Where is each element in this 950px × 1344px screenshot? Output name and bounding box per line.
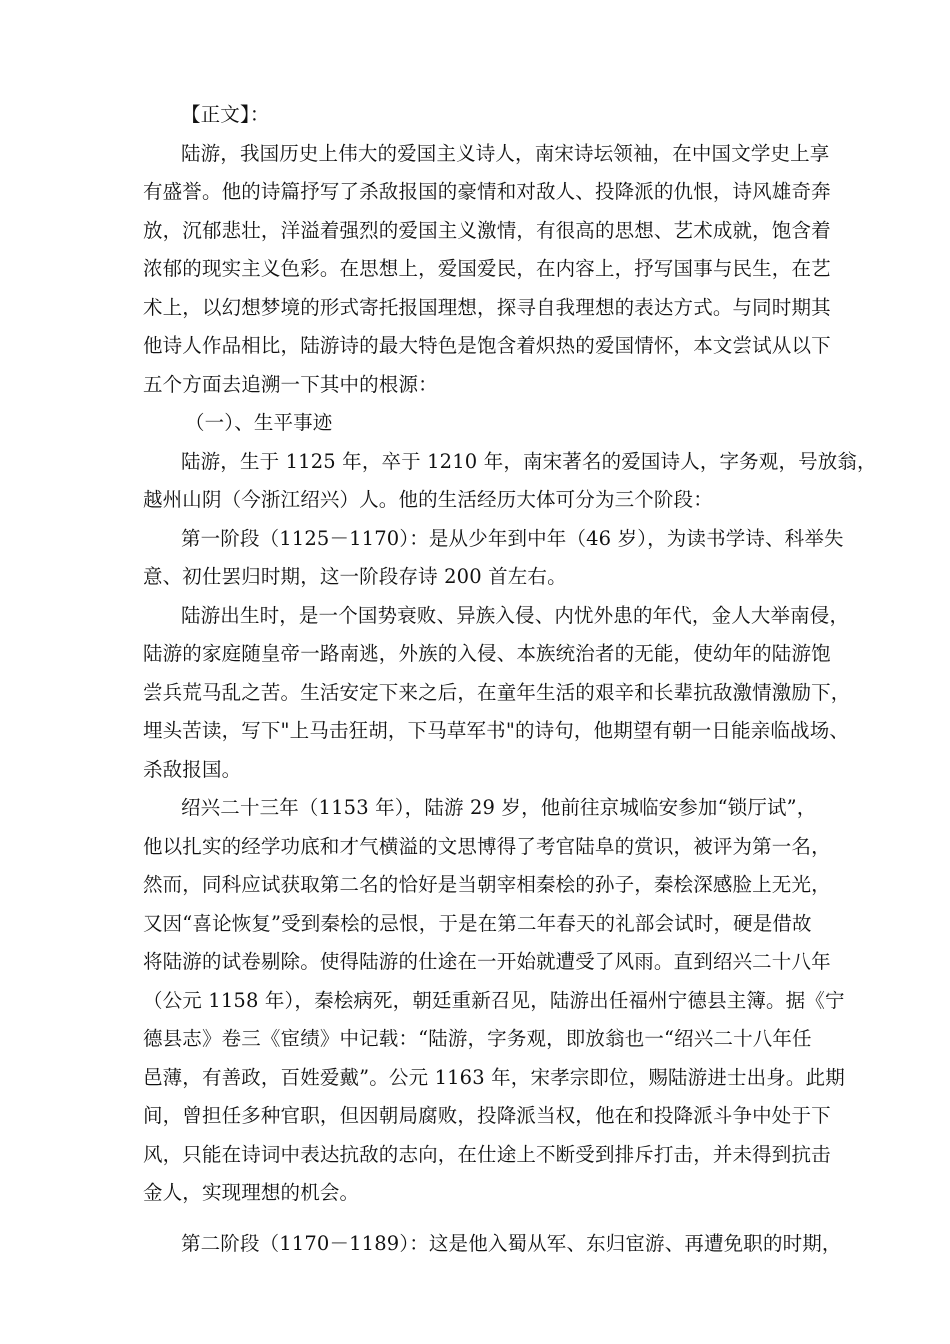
paragraph [143, 520, 844, 597]
paragraph-gap [143, 1213, 815, 1225]
text-line: 将陆游的试卷剔除。使得陆游的仕途在一开始就遭受了风雨。直到绍兴二十八年 [143, 950, 831, 973]
text-line: 杀敌报国。 [143, 757, 242, 781]
text-line: 他诗人作品相比，陆游诗的最大特色是饱含着炽热的爱国情怀，本文尝试从以下 [143, 334, 831, 357]
text-line: 埋头苦读，写下"上马击狂胡，下马草军书"的诗句，他期望有朝一日能亲临战场、 [143, 719, 849, 742]
text-line: 德县志》卷三《宦绩》中记载：“陆游，字务观，即放翁也一“绍兴二十八年任 [143, 1027, 812, 1050]
text-line: 陆游的家庭随皇帝一路南逃，外族的入侵、本族统治者的无能，使幼年的陆游饱 [143, 642, 831, 665]
text-line: 又因“喜论恢复”受到秦桧的忌恨，于是在第二年春天的礼部会试时，硬是借故 [143, 911, 812, 935]
text-line: 术上，以幻想梦境的形式寄托报国理想，探寻自我理想的表达方式。与同时期其 [143, 295, 831, 319]
text-line: 越州山阴（今浙江绍兴）人。他的生活经历大体可分为三个阶段： [143, 488, 713, 511]
text-line: （公元 1158 年），秦桧病死，朝廷重新召见，陆游出任福州宁德县主簿。据《宁 [143, 988, 845, 1012]
text-line: 浓郁的现实主义色彩。在思想上，爱国爱民，在内容上，抒写国事与民生，在艺 [143, 257, 831, 280]
text-line: 然而，同科应试获取第二名的恰好是当朝宰相秦桧的孙子，秦桧深感脸上无光， [143, 873, 831, 896]
paragraph-container [143, 135, 877, 1264]
text-line: 间，曾担任多种官职，但因朝局腐败，投降派当权，他在和投降派斗争中处于下 [143, 1104, 831, 1127]
paragraph [143, 443, 877, 520]
text-line: 他以扎实的经学功底和才气横溢的文思博得了考官陆阜的赏识，被评为第一名， [143, 834, 831, 858]
text-line: 邑薄，有善政，百姓爱戴”。公元 1163 年，宋孝宗即位，赐陆游进士出身。此期 [143, 1065, 845, 1089]
paragraph [143, 597, 851, 790]
text-line: 第二阶段（1170－1189）：这是他入蜀从军、东归宦游、再遭免职的时期， [181, 1231, 842, 1255]
paragraph [143, 135, 831, 405]
text-line: 陆游，我国历史上伟大的爱国主义诗人，南宋诗坛领袖，在中国文学史上享 [181, 141, 830, 165]
text-line: 放，沉郁悲壮，洋溢着强烈的爱国主义激情，有很高的思想、艺术成就，饱含着 [143, 218, 831, 242]
text-line: （一）、生平事迹 [185, 411, 333, 434]
text-line: 尝兵荒马乱之苦。生活安定下来之后，在童年生活的艰辛和长辈抗敌激情激励下， [143, 680, 851, 704]
text-line: 有盛誉。他的诗篇抒写了杀敌报国的豪情和对敌人、投降派的仇恨，诗风雄奇奔 [143, 180, 831, 203]
text-line: 陆游出生时，是一个国势衰败、异族入侵、内忧外患的年代，金人大举南侵， [181, 603, 850, 627]
text-line: 五个方面去追溯一下其中的根源： [143, 372, 438, 396]
text-line: 陆游，生于 1125 年，卒于 1210 年，南宋著名的爱国诗人，字务观，号放翁， [181, 449, 877, 473]
paragraph [143, 789, 845, 1213]
text-line: 第一阶段（1125－1170）：是从少年到中年（46 岁），为读书学诗、科举失 [181, 526, 844, 550]
text-line: 金人，实现理想的机会。 [143, 1181, 360, 1204]
text-line: 绍兴二十三年（1153 年），陆游 29 岁，他前往京城临安参加“锁厅试”， [181, 796, 817, 819]
paragraph [143, 404, 815, 443]
text-line: 风，只能在诗词中表达抗敌的志向，在仕途上不断受到排斥打击，并未得到抗击 [143, 1142, 831, 1166]
section-heading: 【正文】： [181, 103, 270, 126]
document-body [143, 96, 877, 1263]
paragraph [143, 1213, 842, 1264]
text-line: 意、初仕罢归时期，这一阶段存诗 200 首左右。 [143, 565, 567, 588]
